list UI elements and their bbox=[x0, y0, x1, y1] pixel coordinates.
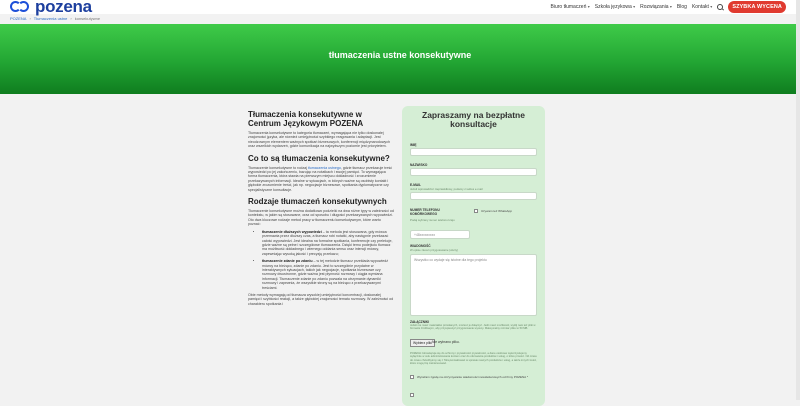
phone-input[interactable]: +48xxxxxxxxx bbox=[410, 230, 470, 239]
chevron-down-icon: ▾ bbox=[633, 4, 636, 9]
nav-item-szkola[interactable]: Szkoła językowa ▾ bbox=[594, 4, 636, 10]
page-scrollbar[interactable] bbox=[796, 0, 800, 400]
surname-label: NAZWISKO bbox=[410, 163, 428, 167]
pozena-logo[interactable] bbox=[10, 0, 92, 17]
nav-item-rozwiazania[interactable]: Rozwiązania ▾ bbox=[640, 4, 672, 10]
main-nav bbox=[551, 1, 786, 13]
types-list bbox=[248, 230, 394, 290]
section-heading: Rodzaje tłumaczeń konsekutywnych bbox=[248, 197, 387, 207]
attachments-label: ZAŁĄCZNIKI bbox=[410, 320, 430, 324]
phone-hint: Podaj wybrany numer telefonu kraju bbox=[410, 218, 455, 222]
chevron-down-icon: ▾ bbox=[669, 4, 672, 9]
email-input[interactable] bbox=[410, 192, 537, 200]
list-item: • tłumaczenie zdanie po zdaniu – w tej metodzie tłumacz przekłada wypowiedź mówcy na bieżąco, zdanie po zdaniu. Jest to szczególnie przydatne w interaktywnych sytuacjach, takich jak negocjacje, spotkania biznesowe czy rozmowy dwustronne, gdzie ważna jest płynność rozmowy i ciągła wymiana informacji. Tłumaczenie zdanie po zdaniu pozwala na utrzymanie dynamiki rozmowy i zapewnia, że wszystkie strony są na bieżąco z przekazywanymi treściami. bbox=[262, 259, 394, 290]
quick-quote-button[interactable]: SZYBKA WYCENA bbox=[728, 1, 786, 13]
link-tlumaczenia-ustne[interactable]: tłumaczenia ustnego bbox=[307, 165, 341, 170]
nav-item-kontakt[interactable]: Kontakt ▾ bbox=[691, 4, 713, 10]
page-title: tłumaczenia ustne konsekutywne bbox=[328, 50, 472, 60]
email-hint: Jeżeli wprowadzisz nieprawidłowy, podamy ci adres e-mail bbox=[410, 187, 483, 191]
message-textarea[interactable]: Wszystko co wydaje się istotne dla tego projektu bbox=[410, 254, 537, 316]
form-title: Zapraszamy na bezpłatne konsultacje bbox=[422, 110, 525, 129]
article-paragraph: Tłumaczenie konsekutywne można dodatkowo podzielić na dwa różne typy w zależności od kontekstu, w jakim są stosowane, oraz od sposobu i długości przekazywanych wypowiedzi. Oto dwa kluczowe rodzaje metod pracy w tłumaczeniu konsekutywnym, które warto poznać: bbox=[248, 209, 394, 227]
chevron-down-icon: ▾ bbox=[587, 4, 590, 9]
section-heading: Co to są tłumaczenia konsekutywne? bbox=[248, 153, 390, 163]
breadcrumb-current: konsekutywne bbox=[74, 16, 101, 21]
article-paragraph: Tłumaczenia konsekutywne to kategoria tłumaczeń, wymagająca nie tylko doskonałej znajomości języka, ale również umiejętności szybkiego reagowania i adaptacji. Jest nieodzownym elementem ważnych spotkań biznesowych, konferencji międzynarodowych oraz wszelkich wydarzeń, gdzie komunikacja na najwyższym poziomie jest priorytetem. bbox=[248, 131, 391, 149]
email-label: E-MAIL bbox=[410, 183, 421, 187]
file-status: Nie wybrano pliku. bbox=[432, 340, 460, 344]
name-input[interactable] bbox=[410, 148, 537, 156]
surname-input[interactable] bbox=[410, 168, 537, 176]
hero-banner bbox=[0, 24, 800, 94]
article-heading: Tłumaczenia konsekutywne w Centrum Językowym POZENA bbox=[248, 110, 364, 128]
message-label: WIADOMOŚĆ bbox=[410, 244, 431, 248]
logo-text: pozena bbox=[35, 0, 92, 16]
choose-files-button[interactable]: Wybierz pliki bbox=[410, 339, 435, 347]
logo-rings-icon bbox=[10, 0, 34, 15]
newsletter-consent-label: Wyrażam zgodę na otrzymywanie wiadomości newsletterowych od firmy POZENA * bbox=[417, 375, 529, 379]
breadcrumb-home[interactable]: POZENA bbox=[10, 16, 27, 21]
breadcrumb bbox=[10, 16, 100, 21]
newsletter-checkbox[interactable] bbox=[410, 375, 414, 379]
nav-item-blog[interactable]: Blog bbox=[676, 4, 687, 10]
nav-item-biuro[interactable]: Biuro tłumaczeń ▾ bbox=[550, 4, 590, 10]
message-hint: W opisie zleceń przygotowanie (oferty) bbox=[410, 248, 459, 252]
phone-label: NUMER TELEFONU KOMÓRKOWEGO bbox=[410, 208, 440, 216]
article-content bbox=[248, 108, 394, 309]
whatsapp-label: Używam też WhatsApp bbox=[481, 209, 513, 213]
breadcrumb-ustne[interactable]: Tłumaczenia ustne bbox=[33, 16, 68, 21]
top-navigation-bar bbox=[0, 0, 800, 14]
breadcrumb-separator: › bbox=[70, 16, 72, 21]
chevron-down-icon: ▾ bbox=[710, 4, 713, 9]
list-item: • tłumaczenie dłuższych wypowiedzi – ta metoda jest stosowana, gdy mówca przemawia przez dłuższy czas, a tłumacz robi notatki, aby następnie przekazać całość wypowiedzi. Jest idealna na formalne spotkania, konferencje czy prelekcje, gdzie ważne są pełne i szczegółowe tłumaczenia. Dzięki temu podejściu tłumacz ma możliwość dokładnego i wiernego oddania sensu oraz intencji mówcy, zapewniając wysoką jakość i precyzję przekazu; bbox=[262, 230, 394, 256]
article-paragraph: Obie metody wymagają od tłumacza wysokiej umiejętności koncentracji, doskonałej pamięci i szybkości reakcji, a także głębokiej znajomości tematu rozmowy. W zależności od charakteru spotkania i bbox=[248, 292, 394, 306]
consultation-form bbox=[402, 106, 545, 406]
breadcrumb-separator: › bbox=[29, 16, 31, 21]
search-icon[interactable] bbox=[717, 4, 723, 10]
name-label: IMIĘ bbox=[410, 143, 417, 147]
privacy-notice: POZENA zobowiązuje się do ochrony i prywatności prywatności, a dane osobowe wykorzystujemy wyłącznie w celu administrowania kontem oraz do oferowania produktów i usług, o które prosisz. Od czasu do czasu chcielibyśmy się z Tobą kontaktować w sprawie naszych produktów i usług, a także innych treści, które mogą Cię zainteresować. bbox=[410, 352, 537, 366]
attachments-hint: Jeżeli nie masz materiałów przesłanych, możesz je dołączyć. Jeśli masz możliwość, wyślij nam też pliki w formacie źródłowym, aby przyspieszyć przygotowanie wyceny. Maksymalny rozmiar pliku to 50 MB. bbox=[410, 324, 536, 331]
article-paragraph: Tłumaczenie konsekutywne to rodzaj tłumaczenia ustnego, gdzie tłumacz przekazuje treść wypowiedzi po jej zakończeniu, bazując na notatkach i swojej pamięci. To wymagająca forma tłumaczenia, która stawia na pierwszym miejscu dokładność i zrozumienie przekazywanych informacji. Idealne w sytuacjach, w których ważne są osobisty kontakt i głębokie zrozumienie treści, jak np. negocjacje biznesowe, spotkania dyplomatyczne czy specjalistyczne konsultacje. bbox=[248, 165, 393, 192]
whatsapp-checkbox[interactable] bbox=[474, 209, 478, 213]
consent-checkbox[interactable] bbox=[410, 393, 414, 397]
